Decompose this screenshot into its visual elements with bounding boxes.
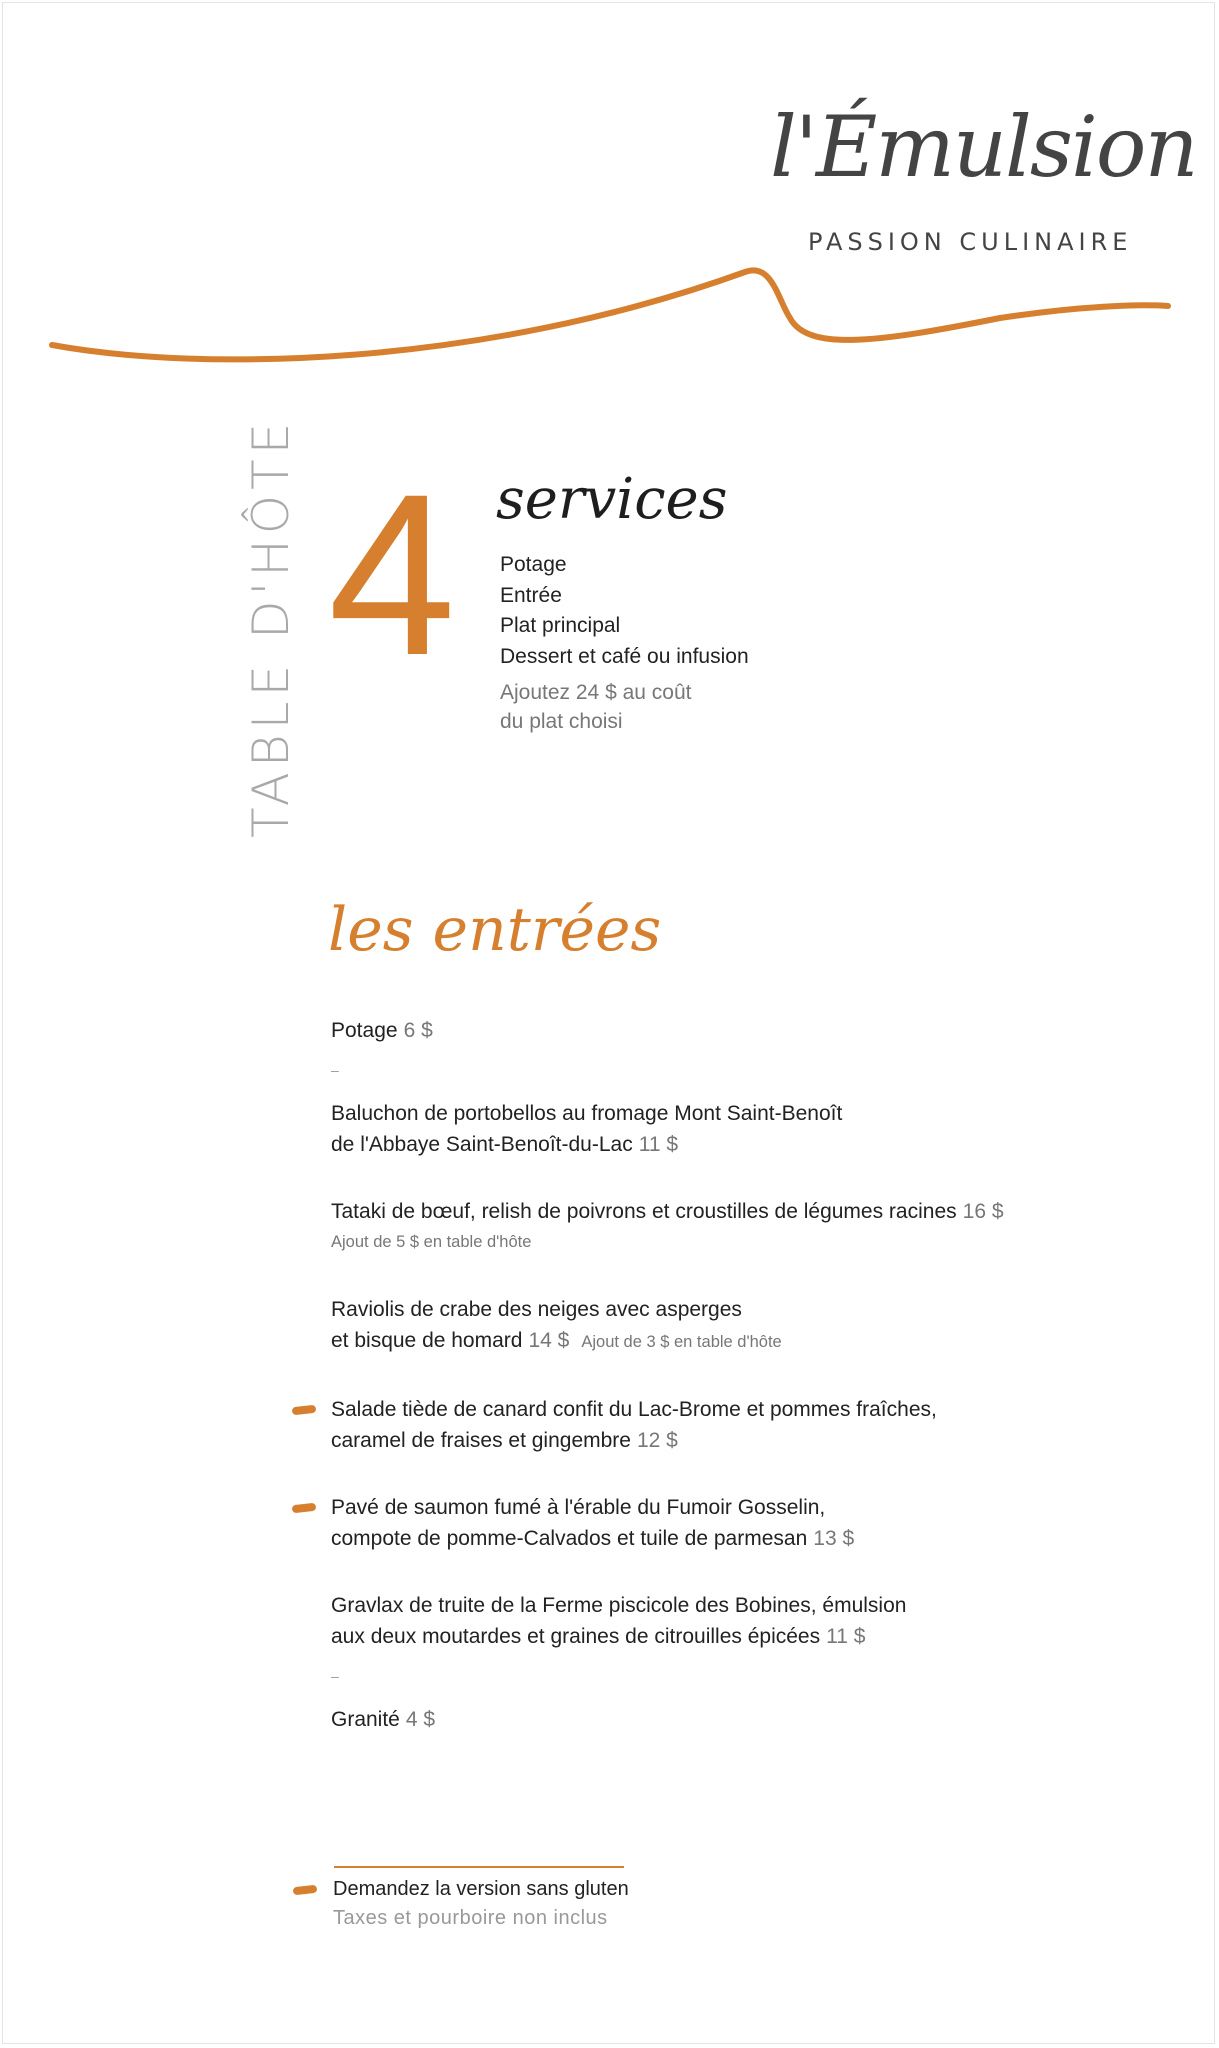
item-name: Baluchon de portobellos au fromage Mont Saint-Benoît	[331, 1102, 843, 1125]
item-name: Pavé de saumon fumé à l'érable du Fumoir Gosselin,	[331, 1496, 826, 1519]
logo	[770, 98, 1197, 265]
menu-item	[331, 1590, 1111, 1652]
course-item: Plat principal	[500, 614, 621, 637]
logo-script: l'Émulsion	[770, 98, 1197, 196]
item-price: 12 $	[636, 1429, 678, 1452]
item-name: caramel de fraises et gingembre	[331, 1429, 631, 1452]
item-name: Salade tiède de canard confit du Lac-Brome et pommes fraîches,	[331, 1398, 937, 1421]
entrees-list	[331, 1015, 1111, 1735]
note-line: du plat choisi	[500, 710, 623, 733]
item-name: compote de pomme-Calvados et tuile de parmesan	[331, 1527, 808, 1550]
item-name: Potage	[331, 1019, 398, 1042]
item-name: Raviolis de crabe des neiges avec asperges	[331, 1298, 742, 1321]
menu-item	[331, 1492, 1111, 1554]
item-price: 16 $	[962, 1200, 1004, 1223]
course-item: Dessert et café ou infusion	[500, 644, 749, 668]
menu-item	[331, 1196, 1111, 1258]
item-name: de l'Abbaye Saint-Benoît-du-Lac	[331, 1133, 633, 1156]
separator: –	[331, 1668, 339, 1684]
item-price: 11 $	[826, 1625, 866, 1648]
menu-item	[331, 1704, 1111, 1735]
item-note: Ajout de 3 $ en table d'hôte	[581, 1333, 782, 1351]
menu-item	[331, 1294, 1111, 1358]
item-name: Gravlax de truite de la Ferme piscicole des Bobines, émulsion	[331, 1594, 907, 1617]
menu-item	[331, 1015, 1111, 1046]
services-list	[500, 550, 749, 672]
gluten-free-note: Demandez la version sans gluten	[333, 1878, 629, 1900]
item-name: et bisque de homard	[331, 1329, 523, 1352]
footer-divider	[334, 1866, 624, 1868]
item-note: Ajout de 5 $ en table d'hôte	[331, 1233, 532, 1251]
item-price: 14 $	[528, 1329, 570, 1352]
course-item: Entrée	[500, 583, 562, 607]
menu-item	[331, 1098, 1111, 1160]
separator: –	[331, 1062, 339, 1078]
menu-item	[331, 1394, 1111, 1456]
item-name: Tataki de bœuf, relish de poivrons et croustilles de légumes racines	[331, 1200, 957, 1223]
item-price: 6 $	[403, 1019, 433, 1042]
item-name: aux deux moutardes et graines de citrouilles épicées	[331, 1625, 821, 1648]
course-item: Potage	[500, 553, 567, 576]
note-line: Ajoutez 24 $ au coût	[500, 681, 692, 704]
entrees-title: les entrées	[328, 895, 662, 965]
taxes-note: Taxes et pourboire non inclus	[333, 1907, 608, 1929]
services-title: services	[496, 467, 728, 532]
logo-tagline: PASSION CULINAIRE	[808, 228, 1133, 256]
item-price: 11 $	[638, 1133, 679, 1156]
item-price: 13 $	[813, 1527, 855, 1550]
table-hote-label: TABLE D'HÔTE	[242, 417, 300, 838]
item-name: Granité	[331, 1708, 400, 1731]
services-count: 4	[328, 446, 456, 703]
item-price: 4 $	[405, 1708, 436, 1731]
services-price-note	[500, 678, 691, 736]
